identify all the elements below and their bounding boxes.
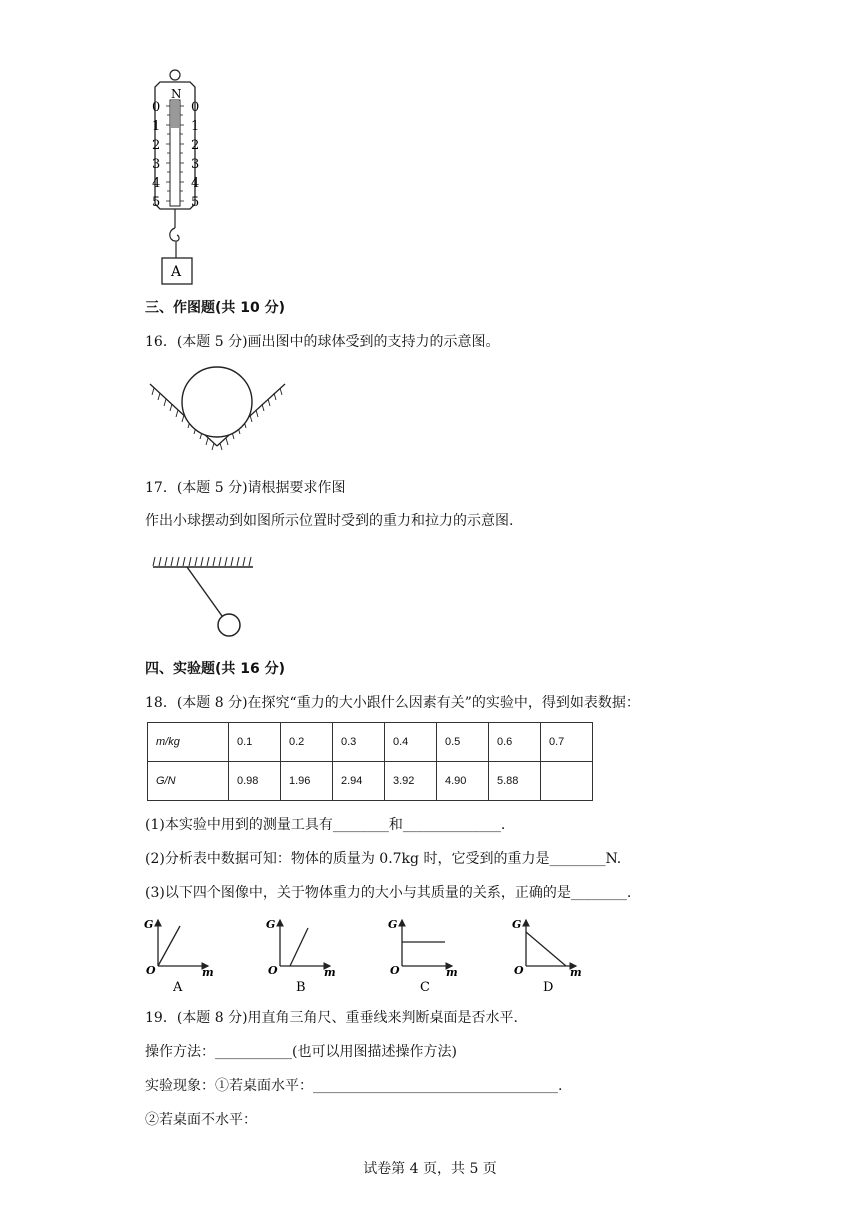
page-footer: 试卷第 4 页，共 5 页: [363, 1161, 497, 1177]
table-cell: 5.88: [489, 762, 541, 801]
table-cell: 0.98: [229, 762, 281, 801]
graph-b: [280, 920, 330, 966]
graph-options-figure: [140, 914, 600, 996]
pendulum-string: [187, 567, 222, 616]
table-cell: 0.6: [489, 723, 541, 762]
table-cell: m/kg: [148, 723, 229, 762]
table-cell: 2.94: [333, 762, 385, 801]
graph-a-y-label: G: [144, 918, 154, 931]
q19-phen2: ②若桌面不水平：: [145, 1112, 257, 1128]
option-a: A: [173, 980, 183, 995]
table-cell: 0.2: [281, 723, 333, 762]
table-cell: G/N: [148, 762, 229, 801]
table-row: [148, 723, 593, 762]
top-ring: [170, 70, 180, 80]
table-cell: 0.3: [333, 723, 385, 762]
block-a-label: A: [171, 264, 182, 280]
ball-in-groove-figure: [145, 362, 290, 462]
q16-text: 16．(本题 5 分)画出图中的球体受到的支持力的示意图。: [145, 334, 500, 350]
graph-b-y-label: G: [266, 918, 276, 931]
right-tick-5: 5: [191, 195, 200, 210]
graph-d-y-label: G: [512, 918, 522, 931]
graph-a-origin: O: [146, 964, 156, 977]
left-tick-0: 0: [152, 100, 161, 115]
q18-text: 18．(本题 8 分)在探究“重力的大小跟什么因素有关”的实验中，得到如表数据：: [145, 695, 640, 711]
graph-c-x-label: m: [446, 966, 458, 979]
left-tick-5: 5: [152, 195, 161, 210]
unit-label: N: [171, 87, 182, 101]
right-tick-3: 3: [191, 157, 200, 172]
spring-scale-figure: [140, 68, 220, 288]
pendulum-figure: [150, 555, 260, 645]
hook: [170, 228, 179, 241]
ball: [182, 367, 252, 437]
q19-phen1: 实验现象：①若桌面水平：___________________________________.: [145, 1078, 563, 1094]
right-tick-0: 0: [191, 100, 200, 115]
q18-p3: (3)以下四个图像中，关于物体重力的大小与其质量的关系，正确的是________.: [145, 885, 632, 901]
left-tick-1: 1: [152, 119, 161, 134]
table-row: [148, 762, 593, 801]
option-b: B: [296, 980, 306, 995]
graph-b-origin: O: [268, 964, 278, 977]
table-cell: 3.92: [385, 762, 437, 801]
option-c: C: [420, 980, 430, 995]
q17-text: 17．(本题 5 分)请根据要求作图: [145, 480, 346, 496]
pendulum-ball: [218, 614, 240, 636]
graph-a: [158, 920, 208, 966]
data-table: [147, 722, 593, 801]
left-tick-3: 3: [152, 157, 161, 172]
scale-spring: [171, 100, 179, 128]
right-tick-1: 1: [191, 119, 200, 134]
table-cell: 0.1: [229, 723, 281, 762]
section-4-title: 四、实验题(共 16 分): [145, 661, 286, 677]
graph-d-origin: O: [514, 964, 524, 977]
table-cell: 0.7: [541, 723, 593, 762]
q19-op: 操作方法：___________(也可以用图描述操作方法): [145, 1044, 457, 1060]
table-cell: 4.90: [437, 762, 489, 801]
q19-text: 19．(本题 8 分)用直角三角尺、重垂线来判断桌面是否水平.: [145, 1010, 518, 1026]
table-cell: 0.5: [437, 723, 489, 762]
q18-p1: (1)本实验中用到的测量工具有________和______________.: [145, 817, 506, 833]
right-tick-4: 4: [191, 176, 200, 191]
q18-p2: (2)分析表中数据可知：物体的质量为 0.7kg 时，它受到的重力是________N.: [145, 851, 622, 867]
table-cell: 0.4: [385, 723, 437, 762]
q17-sub: 作出小球摆动到如图所示位置时受到的重力和拉力的示意图.: [145, 513, 514, 529]
graph-d-x-label: m: [570, 966, 582, 979]
option-d: D: [543, 980, 554, 995]
table-cell: [541, 762, 593, 801]
section-3-title: 三、作图题(共 10 分): [145, 300, 286, 316]
right-tick-2: 2: [191, 138, 200, 153]
graph-c: [402, 920, 452, 966]
graph-c-origin: O: [390, 964, 400, 977]
graph-c-y-label: G: [388, 918, 398, 931]
graph-a-x-label: m: [202, 966, 214, 979]
table-cell: 1.96: [281, 762, 333, 801]
left-tick-2: 2: [152, 138, 161, 153]
graph-d: [526, 920, 576, 966]
graph-b-x-label: m: [324, 966, 336, 979]
left-tick-4: 4: [152, 176, 161, 191]
